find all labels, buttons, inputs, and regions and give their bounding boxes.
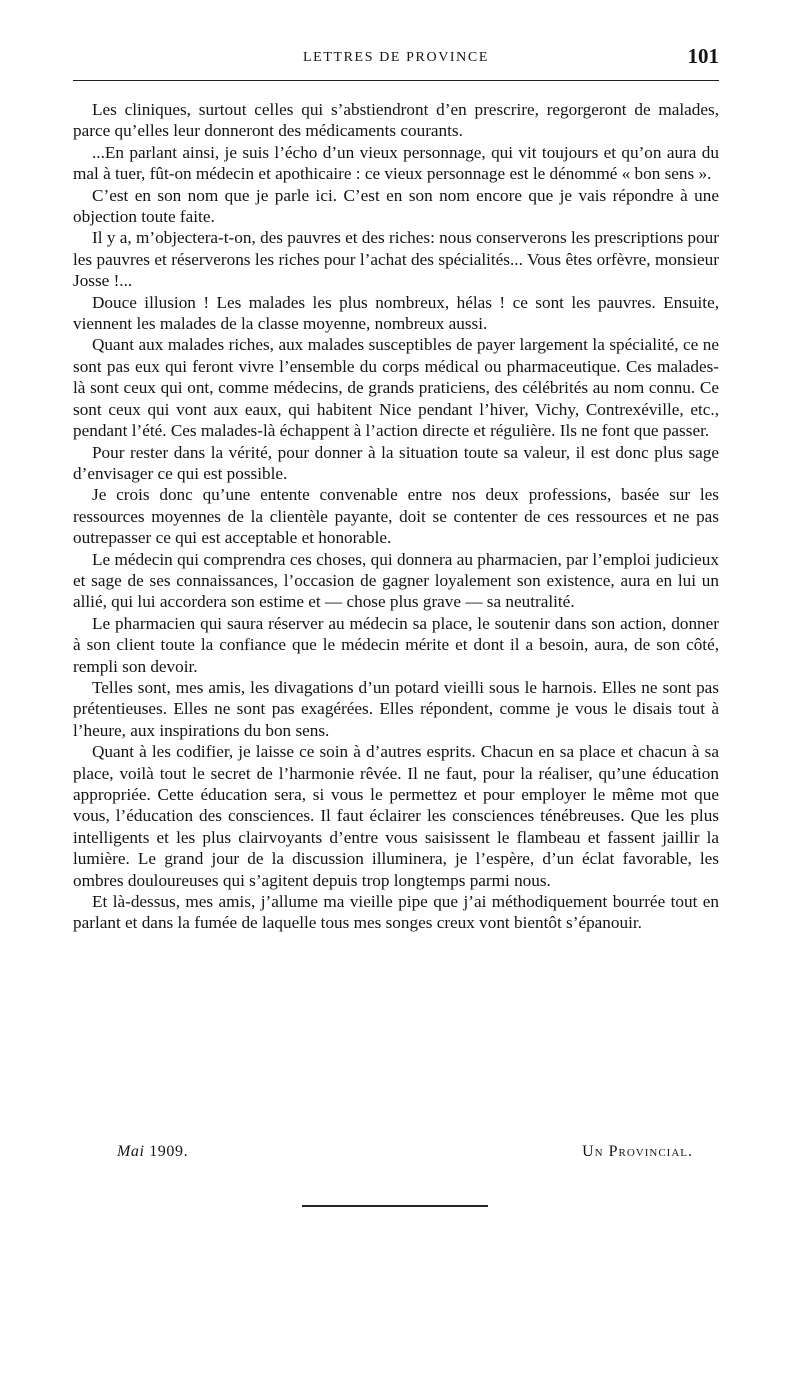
paragraph-12: Quant à les codifier, je laisse ce soin à d’autres esprits. Chacun en sa place et chacun à sa place, voilà tout le secret de l’harmonie rêvée. Il ne faut, pour la réaliser, qu’une éducation appropriée. Cette éducation sera, si vous le permettez et pour employer le même mot que vous, l’éducation des consciences. Il faut éclairer les consciences ténébreuses. Que les plus intelligents et les plus clairvoyants d’entre vous saisissent le flambeau et fassent jaillir la lumière. Le grand jour de la discussion illuminera, je l’espère, d’un éclat favorable, les ombres douloureuses qui s’agitent depuis trop longtemps parmi nous. <box>73 742 719 890</box>
closing-date-year: 1909. <box>149 1143 189 1160</box>
signature-line <box>73 1143 719 1167</box>
closing-date-month: Mai <box>117 1143 145 1160</box>
paragraph-3: C’est en son nom que je parle ici. C’est en son nom encore que je vais répondre à une objection toute faite. <box>73 185 719 227</box>
page-number: 101 <box>687 44 719 68</box>
paragraph-11: Telles sont, mes amis, les divagations d’un potard vieilli sous le harnois. Elles ne sont pas prétentieuses. Elles ne sont pas exagérées. Elles répondent, comme je vous le disais tout à l’heure, aux inspirations du bon sens. <box>73 677 719 740</box>
running-title: LETTRES DE PROVINCE <box>303 50 489 65</box>
closing-date <box>117 1143 188 1161</box>
paragraph-2: ...En parlant ainsi, je suis l’écho d’un vieux personnage, qui vit toujours et qu’on aura du mal à tuer, fût-on médecin et apothicaire : ce vieux personnage est le dénommé « bon sens ». <box>73 142 719 184</box>
paragraph-9: Le médecin qui comprendra ces choses, qui donnera au pharmacien, par l’emploi judicieux et sage de ses connaissances, l’occasion de gagner loyalement son existence, aura en lui un allié, qui lui accordera son estime et — chose plus grave — sa neutralité. <box>73 549 719 612</box>
end-rule <box>302 1205 488 1207</box>
paragraph-1: Les cliniques, surtout celles qui s’abstiendront d’en prescrire, regorgeront de malades, parce qu’elles leur donneront des médicaments courants. <box>73 100 719 141</box>
paragraph-5: Douce illusion ! Les malades les plus nombreux, hélas ! ce sont les pauvres. Ensuite, viennent les malades de la classe moyenne, nombreux aussi. <box>73 292 719 334</box>
header-rule <box>73 80 719 81</box>
paragraph-8: Je crois donc qu’une entente convenable entre nos deux professions, basée sur les ressources moyennes de la clientèle payante, doit se contenter de ces ressources et ne pas outrepasser ce qui est acceptable et honorable. <box>73 485 719 548</box>
running-head <box>73 44 719 74</box>
paragraph-13: Et là-dessus, mes amis, j’allume ma vieille pipe que j’ai méthodiquement bourrée tout en parlant et dans la fumée de laquelle tous mes songes creux vont bientôt s’épanouir. <box>73 892 719 933</box>
paragraph-6: Quant aux malades riches, aux malades susceptibles de payer largement la spécialité, ce ne sont pas eux qui feront vivre l’ensemble du corps médical ou pharmaceutique. Ces malades-là sont ceux qui ont, comme médecins, de grands praticiens, des célébrités au nom connu. Ce sont ceux qui vont aux eaux, qui habitent Nice pendant l’hiver, Vichy, Contrexéville, etc., pendant l’été. Ces malades-là échappent à l’action directe et régulière. Ils ne font que passer. <box>73 335 719 441</box>
paragraph-7: Pour rester dans la vérité, pour donner à la situation toute sa valeur, il est donc plus sage d’envisager ce qui est possible. <box>73 442 719 483</box>
article-body <box>73 99 719 934</box>
closing-author: Un Provincial. <box>582 1143 693 1160</box>
paragraph-10: Le pharmacien qui saura réserver au médecin sa place, le soutenir dans son action, donner à son client toute la confiance que le médecin mérite et dont il a besoin, aura, de son côté, rempli son devoir. <box>73 613 719 676</box>
paragraph-4: Il y a, m’objectera-t-on, des pauvres et des riches: nous conserverons les prescriptions pour les pauvres et réserverons les riches pour l’achat des spécialités... Vous êtes orfèvre, monsieur Josse !... <box>73 228 719 291</box>
